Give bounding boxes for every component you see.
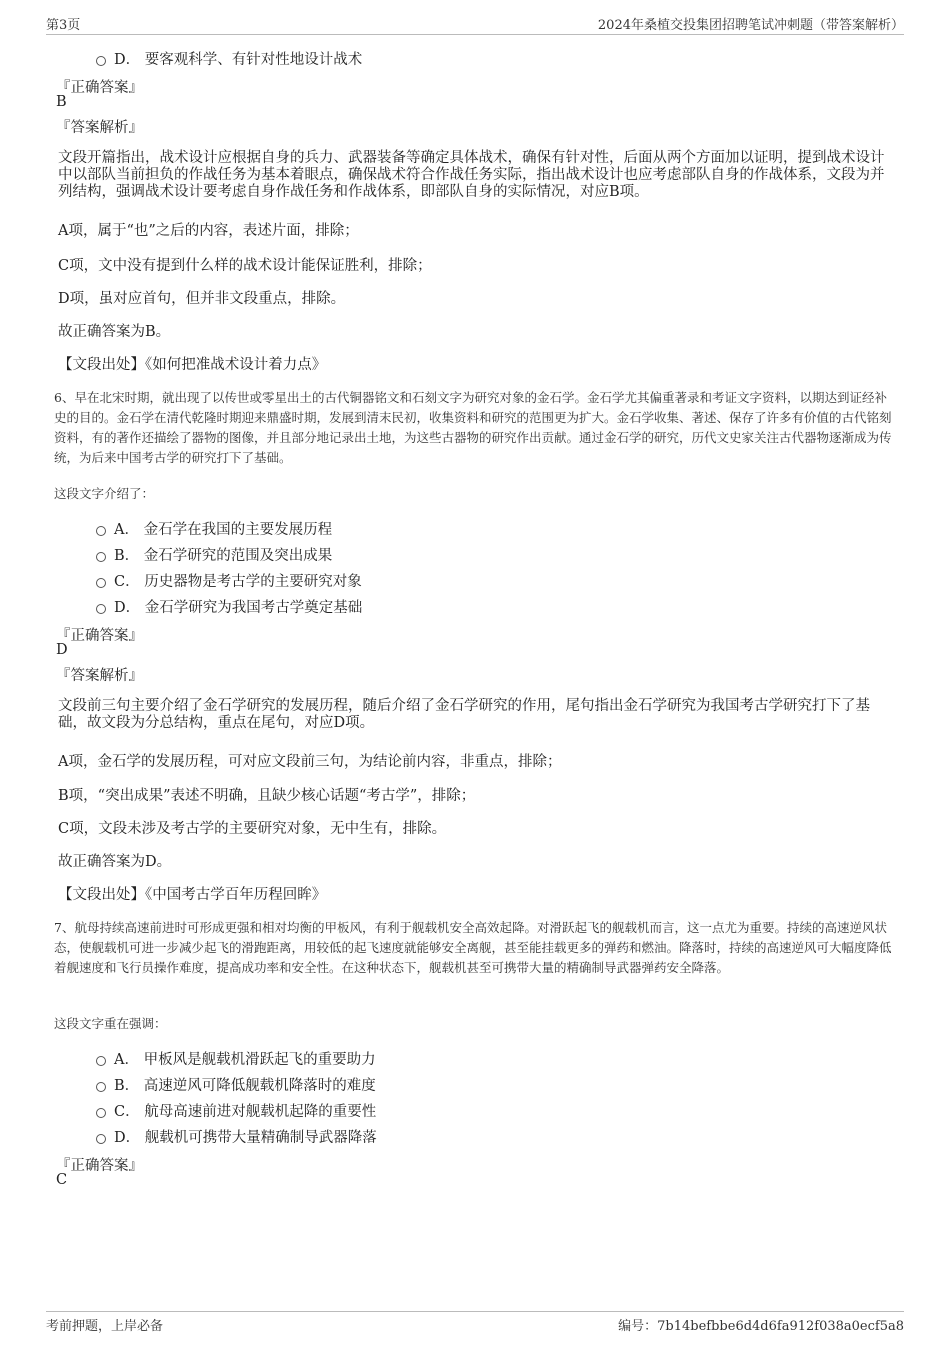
radio-icon[interactable] (96, 552, 106, 562)
q6-option-d[interactable]: D． 金石学研究为我国考古学奠定基础 (96, 596, 362, 617)
q5-option-d[interactable]: D． 要客观科学、有针对性地设计战术 (96, 48, 362, 69)
document-code: 编号：7b14befbbe6d4d6fa912f038a0ecf5a8 (618, 1319, 904, 1334)
q5-correct-answer-label: 『正确答案』 (56, 80, 143, 96)
q5-analysis-a: A项，属于“也”之后的内容，表述片面，排除； (58, 223, 359, 239)
q5-analysis-label: 『答案解析』 (56, 120, 143, 136)
q7-answer: C (56, 1172, 68, 1188)
q7-option-d[interactable]: D． 舰载机可携带大量精确制导武器降落 (96, 1126, 377, 1147)
q6-answer: D (56, 642, 68, 658)
q6-analysis: 文段前三句主要介绍了金石学研究的发展历程，随后介绍了金石学研究的作用，尾句指出金石学研究为我国考古学研究打下了基础，故文段为分总结构，重点在尾句，对应D项。 (58, 698, 870, 731)
q6-prompt: 这段文字介绍了： (54, 486, 155, 501)
q5-analysis: 文段开篇指出，战术设计应根据自身的兵力、武器装备等确定具体战术，确保有针对性，后面从两个方面加以证明，提到战术设计中以部队当前担负的作战任务为基本着眼点，确保战术符合作战任务实际，指出战术设计也应考虑部队自身的作战体系，文段为并列结构，强调战术设计要考虑自身作战任务和作战体系，即部队自身的实际情况，对应B项。 (58, 150, 885, 200)
q5-conclusion: 故正确答案为B。 (58, 324, 171, 340)
page-header (46, 14, 904, 35)
q5-source: 【文段出处】《如何把准战术设计着力点》 (58, 357, 327, 373)
q6-option-b[interactable]: B． 金石学研究的范围及突出成果 (96, 544, 332, 565)
radio-icon[interactable] (96, 578, 106, 588)
q5-analysis-c: C项，文中没有提到什么样的战术设计能保证胜利，排除； (58, 258, 432, 274)
page-footer (46, 1311, 904, 1334)
radio-icon[interactable] (96, 1082, 106, 1092)
q6-analysis-c: C项，文段未涉及考古学的主要研究对象，无中生有，排除。 (58, 821, 447, 837)
q7-option-b[interactable]: B． 高速逆风可降低舰载机降落时的难度 (96, 1074, 376, 1095)
q6-source: 【文段出处】《中国考古学百年历程回眸》 (58, 887, 327, 903)
q6-question: 6、早在北宋时期，就出现了以传世或零星出土的古代铜器铭文和石刻文字为研究对象的金石学。金石学尤其偏重著录和考证文字资料，以期达到证经补史的目的。金石学在清代乾隆时期迎来鼎盛时期，发展到清末民初，收集资料和研究的范围更为扩大。金石学收集、著述、保存了许多有价值的古代铭刻资料，有的著作还描绘了器物的图像，并且部分地记录出土地，为这些古器物的研究作出贡献。通过金石学的研究，历代文史家关注古代器物逐渐成为传统，为后来中国考古学的研究打下了基础。 (54, 390, 892, 465)
radio-icon[interactable] (96, 1056, 106, 1066)
q6-analysis-a: A项，金石学的发展历程，可对应文段前三句，为结论前内容，非重点，排除； (58, 754, 562, 770)
footer-slogan: 考前押题，上岸必备 (46, 1319, 164, 1334)
q6-option-a[interactable]: A． 金石学在我国的主要发展历程 (96, 518, 332, 539)
document-title: 2024年桑植交投集团招聘笔试冲刺题（带答案解析） (597, 18, 904, 33)
q7-prompt: 这段文字重在强调： (54, 1016, 167, 1031)
q7-question: 7、航母持续高速前进时可形成更强和相对均衡的甲板风，有利于舰载机安全高效起降。对滑跃起飞的舰载机而言，这一点尤为重要。持续的高速逆风状态，使舰载机可进一步减少起飞的滑跑距离，用较低的起飞速度就能够安全离舰，甚至能挂载更多的弹药和燃油。降落时，持续的高速逆风可大幅度降低着舰速度和飞行员操作难度，提高成功率和安全性。在这种状态下，舰载机甚至可携带大量的精确制导武器弹药安全降落。 (54, 920, 892, 975)
radio-icon[interactable] (96, 604, 106, 614)
q5-answer: B (56, 94, 67, 110)
q6-analysis-label: 『答案解析』 (56, 668, 143, 684)
q5-analysis-d: D项，虽对应首句，但并非文段重点，排除。 (58, 291, 346, 307)
q6-option-c[interactable]: C． 历史器物是考古学的主要研究对象 (96, 570, 362, 591)
q7-option-c[interactable]: C． 航母高速前进对舰载机起降的重要性 (96, 1100, 376, 1121)
radio-icon[interactable] (96, 1108, 106, 1118)
radio-icon[interactable] (96, 526, 106, 536)
q6-correct-answer-label: 『正确答案』 (56, 628, 143, 644)
radio-icon[interactable] (96, 1134, 106, 1144)
radio-icon[interactable] (96, 56, 106, 66)
q6-conclusion: 故正确答案为D。 (58, 854, 172, 870)
q7-option-a[interactable]: A． 甲板风是舰载机滑跃起飞的重要助力 (96, 1048, 376, 1069)
q6-analysis-b: B项，“突出成果”表述不明确，且缺少核心话题“考古学”，排除； (58, 788, 476, 804)
q7-correct-answer-label: 『正确答案』 (56, 1158, 143, 1174)
page-number: 第3页 (46, 18, 81, 33)
